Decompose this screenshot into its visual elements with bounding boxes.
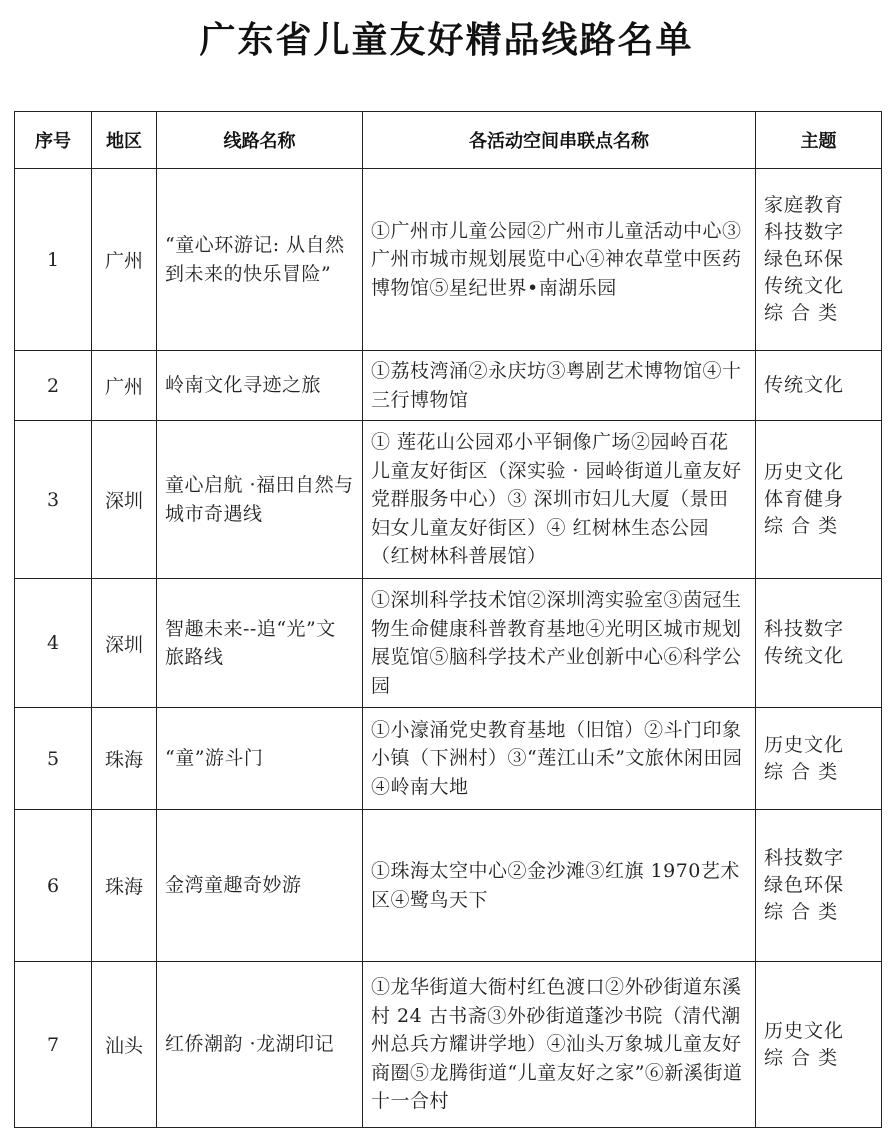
row-region: 汕头 [92,962,157,1128]
row-stops: ①深圳科学技术馆②深圳湾实验室③茵冠生物生命健康科普教育基地④光明区城市规划展览馆⑤脑科学技术产业创新中心⑥科学公园 [363,579,756,708]
page-title: 广东省儿童友好精品线路名单 [199,20,694,61]
row-num: 3 [15,421,92,579]
row-num: 1 [15,169,92,351]
row-region: 广州 [92,169,157,351]
table-row [15,708,882,810]
row-region: 深圳 [92,579,157,708]
theme-tag: 传统文化 [764,645,845,667]
row-region: 珠海 [92,810,157,962]
theme-tag: 历史文化 [764,1019,845,1042]
row-route-name: 童心启航 ·福田自然与城市奇遇线 [157,421,363,579]
row-stops: ①小濠涌党史教育基地（旧馆）②斗门印象小镇（下洲村）③“莲江山禾”文旅休闲田园④岭南大地 [363,708,756,810]
routes-table [14,111,882,1128]
row-num: 5 [15,708,92,810]
row-num: 4 [15,579,92,708]
theme-tag: 传统文化 [764,374,845,396]
row-route-name: 岭南文化寻迹之旅 [157,351,363,421]
row-theme [756,169,882,351]
header-num: 序号 [15,112,92,169]
header-theme: 主题 [756,112,882,169]
row-region: 珠海 [92,708,157,810]
table-header-row [15,112,882,169]
row-theme [756,351,882,421]
row-region: 广州 [92,351,157,421]
theme-tag: 历史文化 [764,461,845,483]
row-stops: ①广州市儿童公园②广州市儿童活动中心③广州市城市规划展览中心④神农草堂中医药博物馆⑤星纪世界•南湖乐园 [363,169,756,351]
theme-tag: 综 合 类 [764,1046,839,1069]
row-route-name: 智趣未来--追“光”文旅路线 [157,579,363,708]
theme-tag: 科技数字 [764,618,845,640]
theme-tag: 综 合 类 [764,515,839,537]
row-route-name: 金湾童趣奇妙游 [157,810,363,962]
row-stops: ①荔枝湾涌②永庆坊③粤剧艺术博物馆④十三行博物馆 [363,351,756,421]
header-route-name: 线路名称 [157,112,363,169]
table-row [15,169,882,351]
header-stops: 各活动空间串联点名称 [363,112,756,169]
theme-tag: 综 合 类 [764,302,839,324]
row-theme [756,421,882,579]
theme-tag: 传统文化 [764,275,845,297]
theme-tag: 科技数字 [764,221,845,243]
theme-tag: 家庭教育 [764,194,845,216]
row-route-name: 红侨潮韵 ·龙湖印记 [157,962,363,1128]
theme-tag: 综 合 类 [764,760,839,783]
row-route-name: “童心环游记: 从自然到未来的快乐冒险” [157,169,363,351]
table-row [15,421,882,579]
theme-tag: 体育健身 [764,488,845,510]
table-row [15,810,882,962]
row-num: 6 [15,810,92,962]
theme-tag: 历史文化 [764,733,845,756]
theme-tag: 绿色环保 [764,248,845,270]
row-theme [756,579,882,708]
theme-tag: 科技数字 [764,847,845,869]
row-region: 深圳 [92,421,157,579]
row-stops: ① 莲花山公园邓小平铜像广场②园岭百花儿童友好街区（深实验 · 园岭街道儿童友好党群服务中心）③ 深圳市妇儿大厦（景田妇女儿童友好街区）④ 红树林生态公园（红树林科普展馆） [363,421,756,579]
row-route-name: “童”游斗门 [157,708,363,810]
row-num: 2 [15,351,92,421]
table-row [15,351,882,421]
row-theme [756,962,882,1128]
header-region: 地区 [92,112,157,169]
row-stops: ①珠海太空中心②金沙滩③红旗 1970艺术区④鹭鸟天下 [363,810,756,962]
theme-tag: 绿色环保 [764,874,845,896]
row-stops: ①龙华街道大衙村红色渡口②外砂街道东溪村 24 古书斋③外砂街道蓬沙书院（清代潮州总兵方耀讲学地）④汕头万象城儿童友好商圈⑤龙腾街道“儿童友好之家”⑥新溪街道十一合村 [363,962,756,1128]
row-theme [756,708,882,810]
row-num: 7 [15,962,92,1128]
theme-tag: 综 合 类 [764,901,839,923]
table-row [15,962,882,1128]
table-row [15,579,882,708]
row-theme [756,810,882,962]
